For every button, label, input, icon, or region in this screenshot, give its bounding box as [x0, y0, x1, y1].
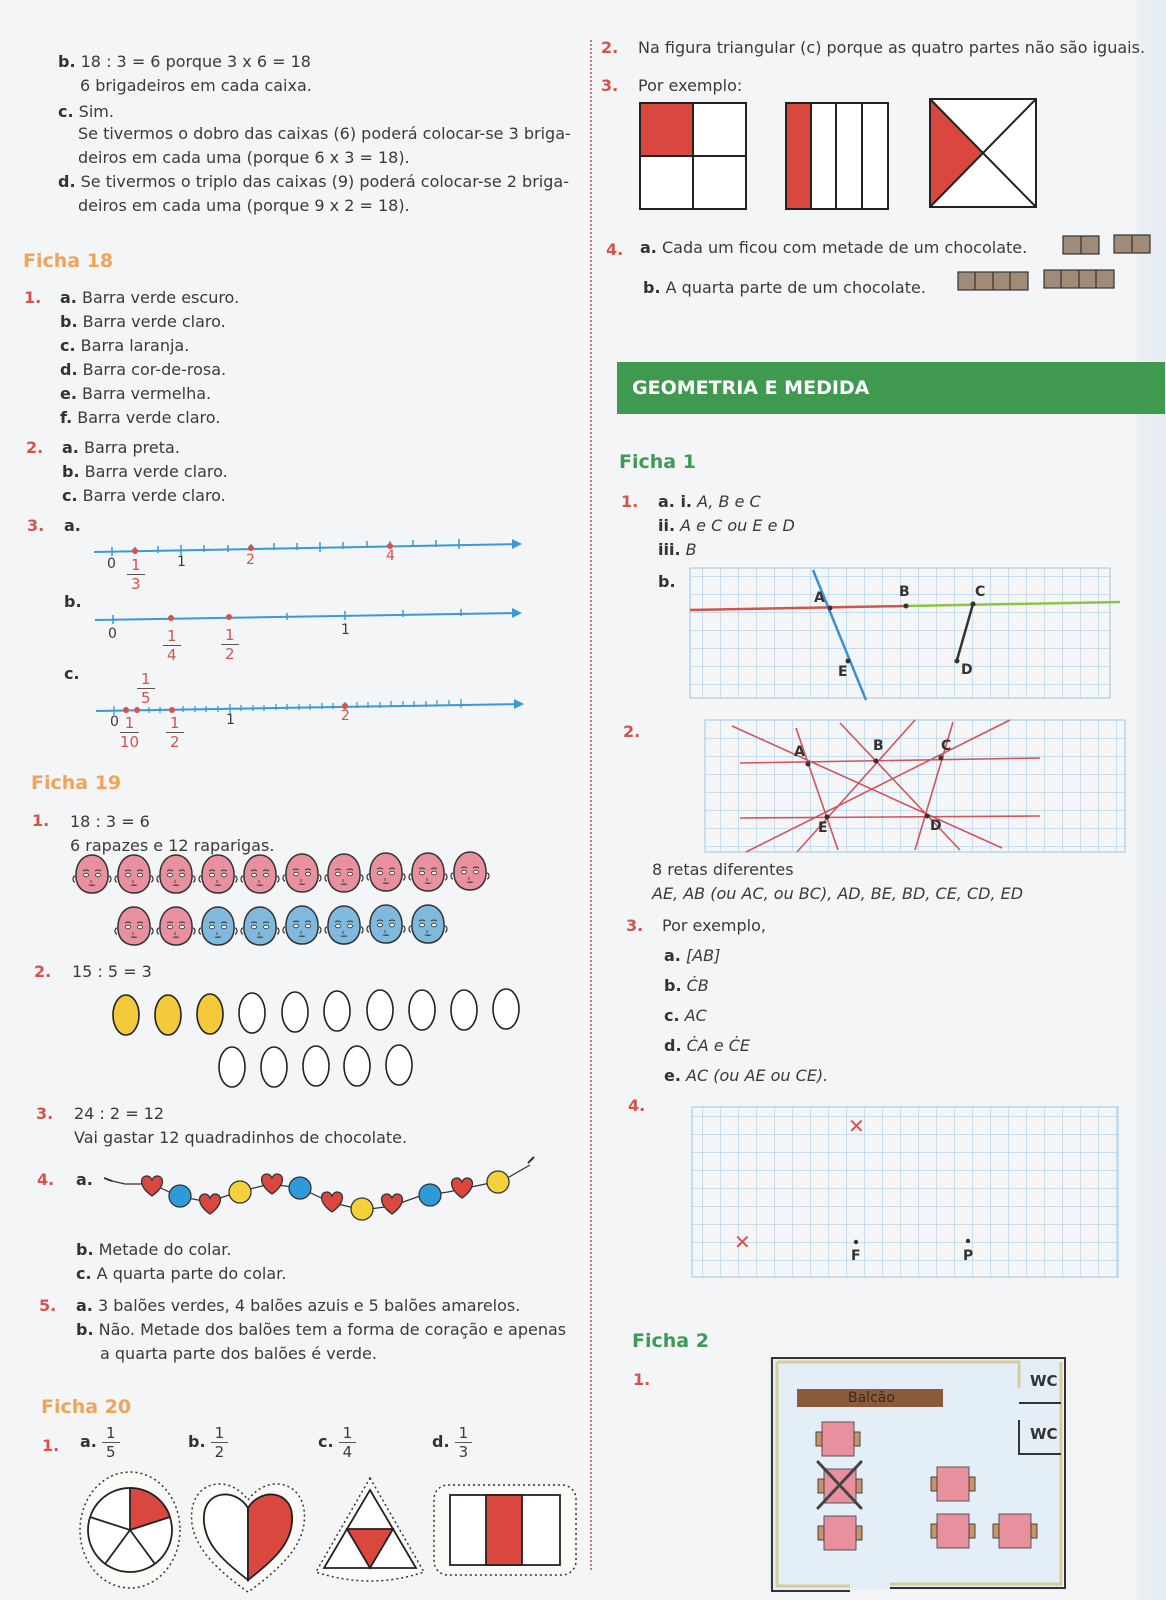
wc-label: WC: [1030, 1425, 1058, 1443]
item-label: b.: [60, 312, 78, 331]
point-label: P: [963, 1248, 974, 1264]
item-label: ii.: [658, 516, 676, 535]
item-text: Barra verde claro.: [84, 462, 228, 481]
question-number: 3.: [626, 916, 644, 935]
item-text: Barra vermelha.: [82, 384, 212, 403]
equation: 18 : 3 = 6: [70, 812, 150, 831]
item-label: b.: [62, 462, 80, 481]
item-label: d.: [60, 360, 78, 379]
item-text: Barra verde claro.: [82, 312, 226, 331]
item-text: Se tivermos o dobro das caixas (6) poderá colocar-se 3 briga-: [78, 124, 571, 143]
question-number: 4.: [606, 240, 624, 259]
question-number: 2.: [601, 38, 619, 57]
question-number: 4.: [37, 1170, 55, 1189]
item-text: 6 brigadeiros em cada caixa.: [80, 76, 312, 95]
item-text: Barra laranja.: [80, 336, 190, 355]
fraction-label: $\frac{1}{4}$: [163, 627, 181, 664]
item-label: a.: [80, 1432, 97, 1451]
item-label: a.: [76, 1296, 93, 1315]
point-label: A: [814, 590, 825, 606]
question-number: 2.: [26, 438, 44, 457]
fraction: $\frac{1}{3}$: [455, 1424, 473, 1461]
item-label: c.: [664, 1006, 680, 1025]
ficha19-title: Ficha 19: [31, 772, 122, 794]
point-label: C: [975, 584, 986, 600]
fraction-label: $\frac{1}{5}$: [137, 670, 155, 707]
item-text: Sim.: [78, 102, 114, 121]
item-text: deiros em cada uma (porque 6 x 3 = 18).: [78, 148, 410, 167]
item-label: c.: [62, 486, 78, 505]
item-label: c.: [60, 336, 76, 355]
item-label: c.: [64, 664, 80, 683]
question-number: 3.: [27, 516, 45, 535]
item-label: d.: [432, 1432, 450, 1451]
tick-label: 4: [386, 548, 395, 564]
item-label: b.: [188, 1432, 206, 1451]
item-label: f.: [60, 408, 73, 427]
fraction: $\frac{1}{2}$: [211, 1424, 229, 1461]
question-number: 2.: [623, 722, 641, 741]
item-text: Barra cor-de-rosa.: [82, 360, 227, 379]
wc-label: WC: [1030, 1372, 1058, 1390]
question-number: 1.: [32, 811, 50, 830]
item-label: a.: [62, 438, 79, 457]
item-label: c.: [318, 1432, 334, 1451]
tick-label: 0: [107, 556, 116, 572]
item-text: B: [685, 540, 697, 559]
fraction-label: $\frac{1}{3}$: [127, 556, 145, 593]
item-label: b.: [76, 1320, 94, 1339]
item-text: Barra preta.: [83, 438, 180, 457]
point-label: E: [818, 820, 828, 836]
tick-label: 2: [246, 552, 255, 568]
point-label: B: [873, 738, 884, 754]
point-label: E: [838, 664, 848, 680]
tick-label: 1: [341, 622, 350, 638]
point-label: D: [961, 662, 973, 678]
item-label: d.: [58, 172, 76, 191]
item-label: e.: [664, 1066, 681, 1085]
question-number: 1.: [24, 288, 42, 307]
tick-label: 1: [177, 554, 186, 570]
item-label: c.: [76, 1264, 92, 1283]
item-text: A e C ou E e D: [680, 516, 795, 535]
item-text: A quarta parte do colar.: [96, 1264, 287, 1283]
answer-text: 8 retas diferentes: [652, 860, 794, 879]
tick-label: 1: [226, 712, 235, 728]
fraction-label: $\frac{1}{10}$: [120, 714, 140, 751]
item-text: 3 balões verdes, 4 balões azuis e 5 balões amarelos.: [97, 1296, 521, 1315]
point-label: F: [851, 1248, 861, 1264]
question-number: 2.: [34, 962, 52, 981]
item-text: ĊA e ĊE: [686, 1036, 751, 1055]
item-text: a quarta parte dos balões é verde.: [100, 1344, 377, 1363]
fraction-label: $\frac{1}{2}$: [166, 714, 184, 751]
item-label: a.: [64, 516, 81, 535]
point-label: B: [899, 584, 910, 600]
ficha2-title: Ficha 2: [632, 1330, 709, 1352]
question-number: 3.: [601, 76, 619, 95]
item-text: Barra verde escuro.: [81, 288, 240, 307]
question-number: 1.: [621, 492, 639, 511]
question-number: 1.: [633, 1370, 651, 1389]
question-number: 4.: [628, 1096, 646, 1115]
ficha18-title: Ficha 18: [23, 250, 114, 272]
item-label: d.: [664, 1036, 682, 1055]
answer-text: Vai gastar 12 quadradinhos de chocolate.: [74, 1128, 408, 1147]
fraction-label: $\frac{1}{2}$: [221, 626, 239, 663]
item-label: a. i.: [658, 492, 693, 511]
equation: 24 : 2 = 12: [74, 1104, 165, 1123]
cross-mark: ✕: [848, 1114, 865, 1138]
item-text: A, B e C: [697, 492, 761, 511]
point-label: D: [930, 818, 942, 834]
item-text: Barra verde claro.: [82, 486, 226, 505]
item-text: ĊB: [686, 976, 709, 995]
item-text: AC (ou AE ou CE).: [686, 1066, 829, 1085]
question-number: 5.: [39, 1296, 57, 1315]
item-label: iii.: [658, 540, 681, 559]
item-label: a.: [76, 1170, 93, 1189]
answer-text: 6 rapazes e 12 raparigas.: [70, 836, 275, 855]
question-number: 1.: [42, 1436, 60, 1455]
item-label: b.: [64, 592, 82, 611]
item-label: b.: [76, 1240, 94, 1259]
point-label: C: [941, 738, 952, 754]
fraction: $\frac{1}{4}$: [339, 1424, 357, 1461]
item-label: a.: [640, 238, 657, 257]
cross-mark: ✕: [734, 1230, 751, 1254]
answer-text: Por exemplo,: [662, 916, 766, 935]
tick-label: 0: [110, 714, 119, 730]
item-text: AC: [684, 1006, 707, 1025]
item-label: a.: [664, 946, 681, 965]
tick-label: 0: [108, 626, 117, 642]
item-label: b.: [664, 976, 682, 995]
point-label: A: [794, 744, 805, 760]
item-label: c.: [58, 102, 74, 121]
item-label: e.: [60, 384, 77, 403]
counter-label: Balcão: [848, 1390, 895, 1406]
ficha20-title: Ficha 20: [41, 1396, 132, 1418]
answer-text: Na figura triangular (c) porque as quatro partes não são iguais.: [638, 38, 1146, 57]
item-text: [AB]: [685, 946, 721, 965]
equation: 15 : 5 = 3: [72, 962, 152, 981]
item-text: Barra verde claro.: [77, 408, 221, 427]
item-text: Não. Metade dos balões tem a forma de coração e apenas: [98, 1320, 567, 1339]
item-text: Cada um ficou com metade de um chocolate.: [661, 238, 1028, 257]
item-label: b.: [643, 278, 661, 297]
answer-text: Por exemplo:: [638, 76, 743, 95]
item-text: A quarta parte de um chocolate.: [665, 278, 926, 297]
item-label: b.: [658, 572, 676, 591]
item-text: Metade do colar.: [98, 1240, 232, 1259]
tick-label: 2: [341, 708, 350, 724]
question-number: 3.: [36, 1104, 54, 1123]
answer-text: AE, AB (ou AC, ou BC), AD, BE, BD, CE, CD, ED: [652, 884, 1024, 903]
item-label: b.: [58, 52, 76, 71]
item-label: a.: [60, 288, 77, 307]
item-text: Se tivermos o triplo das caixas (9) poderá colocar-se 2 briga-: [80, 172, 569, 191]
fraction: $\frac{1}{5}$: [102, 1424, 120, 1461]
section-banner: GEOMETRIA E MEDIDA: [617, 362, 1165, 414]
item-text: 18 : 3 = 6 porque 3 x 6 = 18: [80, 52, 311, 71]
item-text: deiros em cada uma (porque 9 x 2 = 18).: [78, 196, 410, 215]
ficha1-title: Ficha 1: [619, 451, 696, 473]
